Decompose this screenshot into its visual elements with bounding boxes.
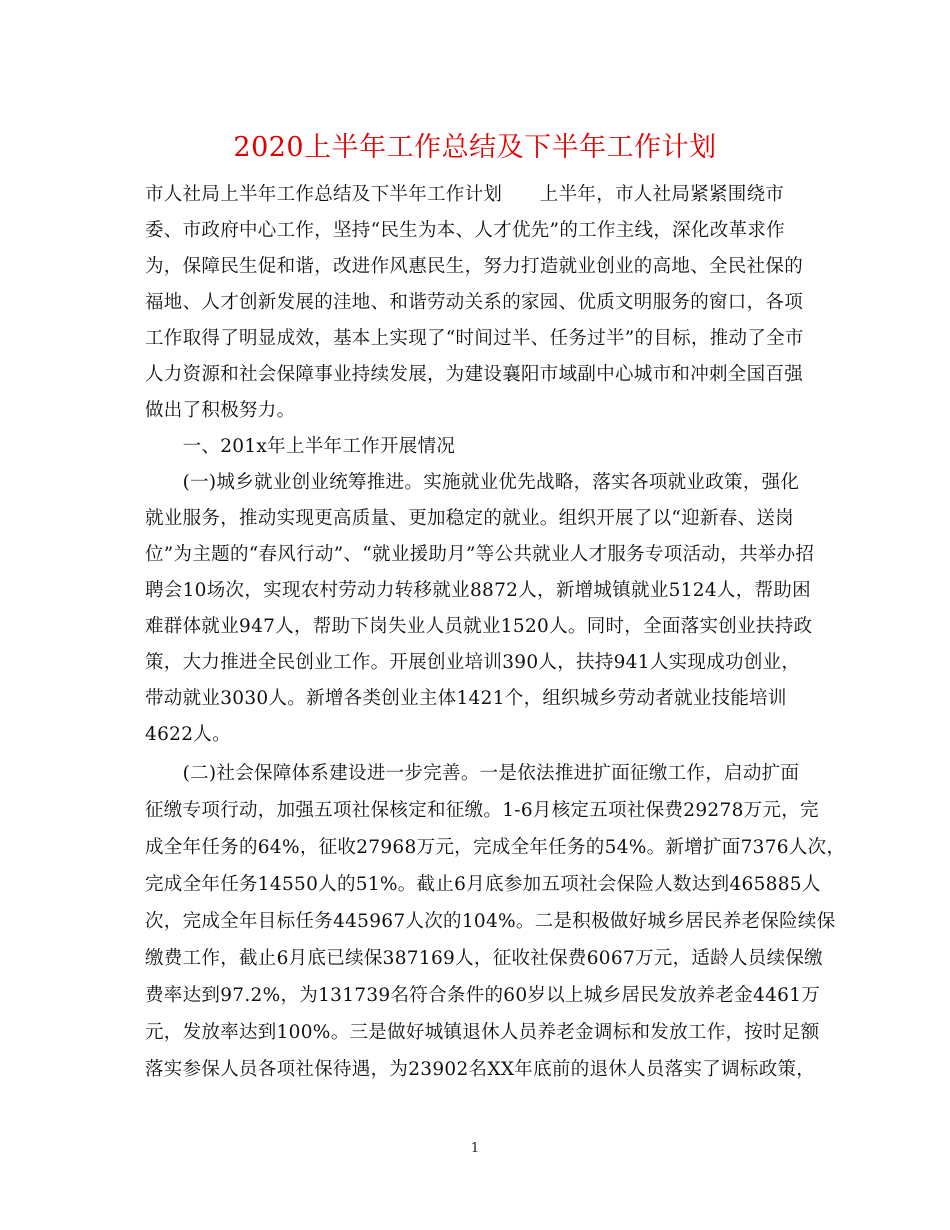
body-line: 难群体就业947人，帮助下岗失业人员就业1520人。同时，全面落实创业扶持政 xyxy=(145,616,813,637)
body-line: 市人社局上半年工作总结及下半年工作计划 上半年，市人社局紧紧围绕市 xyxy=(145,184,785,205)
body-line: 缴费工作，截止6月底已续保387169人，征收社保费6067万元，适龄人员续保缴 xyxy=(145,948,823,969)
body-line: 完成全年任务14550人的51%。截止6月底参加五项社会保险人数达到465885人 xyxy=(145,874,821,895)
body-line: 人力资源和社会保障事业持续发展，为建设襄阳市域副中心城市和冲刺全国百强 xyxy=(145,364,804,385)
body-line: 带动就业3030人。新增各类创业主体1421个，组织城乡劳动者就业技能培训 xyxy=(145,688,787,709)
body-line: 落实参保人员各项社保待遇，为23902名XX年底前的退休人员落实了调标政策， xyxy=(145,1059,816,1080)
body-line: 就业服务，推动实现更高质量、更加稳定的就业。组织开展了以“迎新春、送岗 xyxy=(145,508,794,529)
body-line: 做出了积极努力。 xyxy=(145,400,296,421)
body-line: 成全年任务的64%，征收27968万元，完成全年任务的54%。新增扩面7376人次， xyxy=(145,837,846,858)
body-line: 工作取得了明显成效，基本上实现了“时间过半、任务过半”的目标，推动了全市 xyxy=(145,328,804,349)
body-line: 福地、人才创新发展的洼地、和谐劳动关系的家园、优质文明服务的窗口，各项 xyxy=(145,292,804,313)
body-line: 委、市政府中心工作，坚持“民生为本、人才优先”的工作主线，深化改革求作 xyxy=(145,220,785,241)
body-line: 元，发放率达到100%。三是做好城镇退休人员养老金调标和发放工作，按时足额 xyxy=(145,1022,820,1043)
body-line: 4622人。 xyxy=(145,724,231,745)
body-line: 征缴专项行动，加强五项社保核定和征缴。1-6月核定五项社保费29278万元，完 xyxy=(145,800,819,821)
body-line: 次，完成全年目标任务445967人次的104%。二是积极做好城乡居民养老保险续保 xyxy=(145,911,836,932)
body-line: (一)城乡就业创业统筹推进。实施就业优先战略，落实各项就业政策，强化 xyxy=(145,472,800,493)
body-line: 为，保障民生促和谐，改进作风惠民生，努力打造就业创业的高地、全民社保的 xyxy=(145,256,804,277)
body-line: 策，大力推进全民创业工作。开展创业培训390人，扶持941人实现成功创业， xyxy=(145,652,801,673)
body-line: 聘会10场次，实现农村劳动力转移就业8872人，新增城镇就业5124人，帮助困 xyxy=(145,580,811,601)
body-line: 位”为主题的“春风行动”、“就业援助月”等公共就业人才服务专项活动，共举办招 xyxy=(145,544,815,565)
section-heading: 一、201x年上半年工作开展情况 xyxy=(145,436,456,457)
body-line: 费率达到97.2%，为131739名符合条件的60岁以上城乡居民发放养老金4461万 xyxy=(145,985,821,1006)
page-number: 1 xyxy=(470,1141,480,1156)
document-title: 2020上半年工作总结及下半年工作计划 xyxy=(233,132,717,163)
body-line: (二)社会保障体系建设进一步完善。一是依法推进扩面征缴工作，启动扩面 xyxy=(145,763,800,784)
